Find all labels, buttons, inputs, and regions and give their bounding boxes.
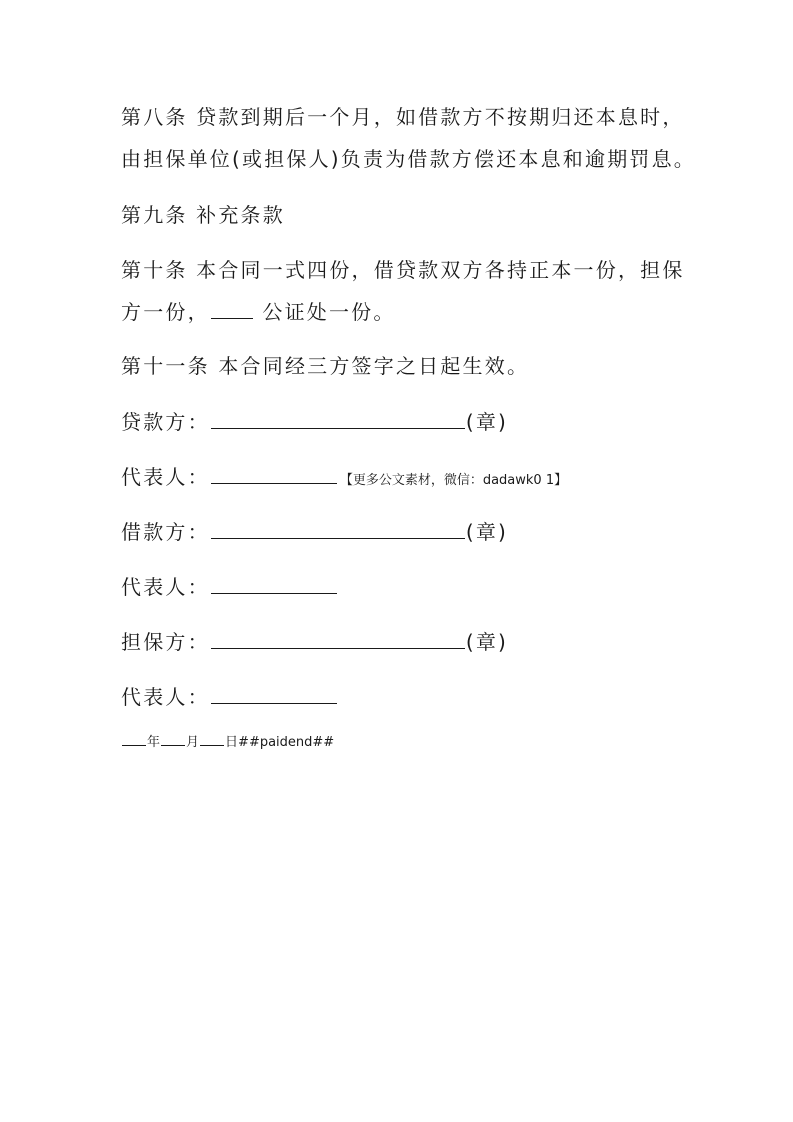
year-label: 年: [147, 735, 161, 750]
paid-end-marker: ##paidend##: [238, 735, 335, 750]
borrower-representative-label: 代表人：: [121, 575, 210, 599]
guarantor-seal: (章): [465, 630, 509, 654]
promo-note: 【更多公文素材，微信：dadawk0 1】: [339, 473, 568, 488]
guarantor-signature-line: [121, 628, 508, 655]
guarantor-representative-blank: [211, 683, 337, 704]
day-blank: [200, 732, 224, 746]
article-10-line-2-end: 公证处一份。: [253, 300, 396, 324]
guarantor-representative-line: [121, 683, 338, 710]
article-9: 第九条 补充条款: [121, 203, 285, 227]
borrower-representative-line: [121, 573, 338, 600]
article-11: 第十一条 本合同经三方签字之日起生效。: [121, 354, 530, 378]
article-10-line-2-start: 方一份，: [121, 300, 210, 324]
article-10-line-2: [121, 298, 396, 325]
lender-representative-blank: [211, 463, 337, 484]
lender-seal: (章): [465, 410, 509, 434]
borrower-seal: (章): [465, 520, 509, 544]
day-label: 日: [225, 735, 239, 750]
borrower-signature-line: [121, 518, 508, 545]
lender-label: 贷款方：: [121, 410, 210, 434]
guarantor-signature-blank: [211, 628, 465, 649]
borrower-label: 借款方：: [121, 520, 210, 544]
lender-signature-blank: [211, 408, 465, 429]
guarantor-representative-label: 代表人：: [121, 685, 210, 709]
article-10-line-1: 第十条 本合同一式四份，借贷款双方各持正本一份，担保: [121, 258, 685, 282]
lender-signature-line: [121, 408, 508, 435]
lender-representative-line: [121, 463, 567, 494]
borrower-signature-blank: [211, 518, 465, 539]
article-8-line-2: 由担保单位(或担保人)负责为借款方偿还本息和逾期罚息。: [121, 147, 697, 171]
borrower-representative-blank: [211, 573, 337, 594]
date-line: [121, 730, 334, 756]
guarantor-label: 担保方：: [121, 630, 210, 654]
month-label: 月: [186, 735, 200, 750]
year-blank: [122, 732, 146, 746]
lender-representative-label: 代表人：: [121, 465, 210, 489]
notary-blank: [211, 298, 253, 319]
article-8-line-1: 第八条 贷款到期后一个月，如借款方不按期归还本息时，: [121, 105, 685, 129]
month-blank: [161, 732, 185, 746]
